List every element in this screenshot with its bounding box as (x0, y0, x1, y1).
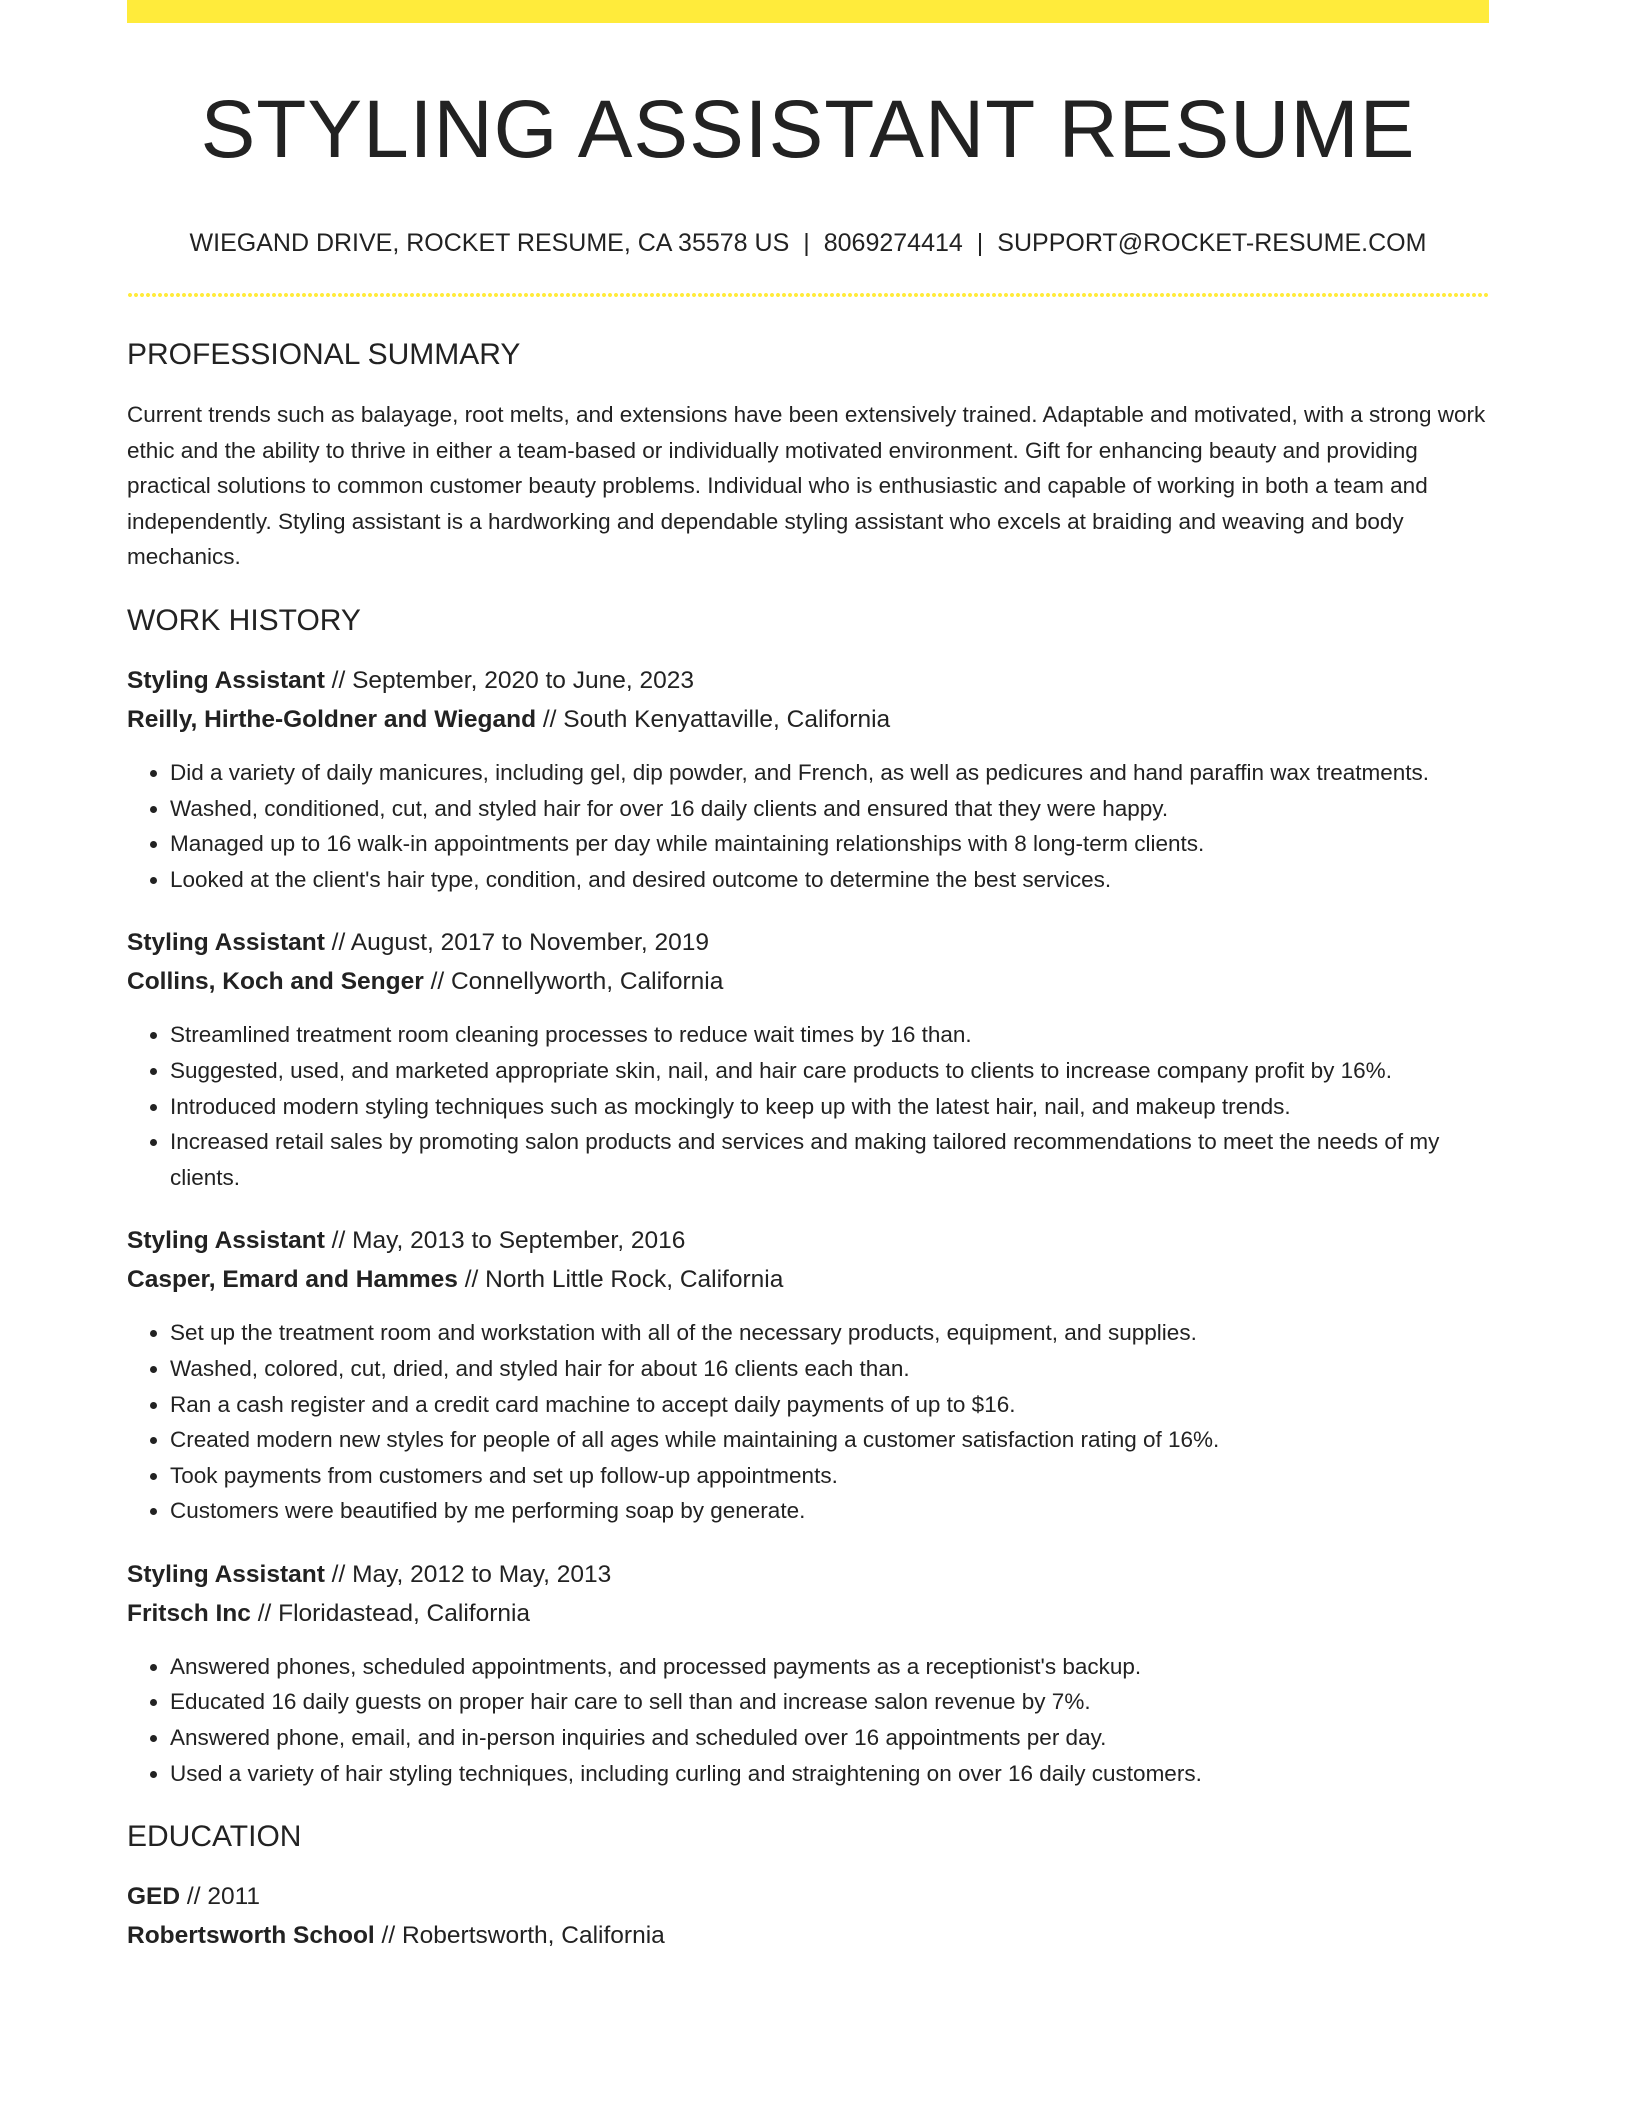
job-title: Styling Assistant (127, 1560, 325, 1588)
job-location: // Connellyworth, California (423, 968, 724, 996)
job-duty: • Introduced modern styling techniques such as mockingly to keep up with the latest hair, nail, and makeup trends. (170, 1089, 1489, 1125)
job-dates: // September, 2020 to June, 2023 (324, 666, 694, 694)
resume-title: STYLING ASSISTANT RESUME (200, 84, 1416, 175)
job-duty: • Streamlined treatment room cleaning processes to reduce wait times by 16 than. (170, 1017, 1489, 1053)
job-entry (127, 1555, 1489, 1791)
job-location: // North Little Rock, California (457, 1266, 784, 1294)
dotted-divider (127, 293, 1489, 297)
job-title: Styling Assistant (127, 929, 325, 957)
job-duty: • Set up the treatment room and workstation with all of the necessary products, equipment, and supplies. (170, 1315, 1489, 1351)
job-dates: // May, 2012 to May, 2013 (324, 1560, 612, 1588)
education-degree: GED (127, 1883, 181, 1911)
contact-separator: | (803, 229, 810, 257)
job-company: Casper, Emard and Hammes (127, 1266, 458, 1294)
job-location: // Floridastead, California (250, 1599, 531, 1627)
job-duties-list (127, 1017, 1489, 1195)
contact-separator: | (976, 229, 984, 257)
job-duties-list (127, 1315, 1489, 1529)
job-title-line (127, 1555, 1489, 1594)
contact-line (127, 227, 1489, 259)
work-history-heading: WORK HISTORY (127, 603, 361, 637)
job-duty: • Educated 16 daily guests on proper hair care to sell than and increase salon revenue by 7%. (170, 1684, 1489, 1720)
job-duty: • Washed, conditioned, cut, and styled hair for over 16 daily clients and ensured that they were happy. (170, 791, 1489, 827)
job-entry (127, 1221, 1489, 1529)
education-entry (127, 1877, 1489, 1955)
job-dates: // May, 2013 to September, 2016 (324, 1227, 686, 1255)
education-location: // Robertsworth, California (374, 1922, 665, 1950)
job-duty: • Answered phones, scheduled appointments, and processed payments as a receptionist's backup. (170, 1649, 1489, 1685)
job-title-line (127, 923, 1489, 962)
job-dates: // August, 2017 to November, 2019 (324, 929, 709, 957)
job-company: Fritsch Inc (127, 1599, 251, 1627)
job-duty: • Increased retail sales by promoting salon products and services and making tailored recommendations to meet the needs of my clients. (170, 1124, 1489, 1195)
job-title: Styling Assistant (127, 1227, 325, 1255)
job-duty: • Took payments from customers and set up follow-up appointments. (170, 1458, 1489, 1494)
job-duty: • Created modern new styles for people of all ages while maintaining a customer satisfaction rating of 16%. (170, 1422, 1489, 1458)
job-duty: • Washed, colored, cut, dried, and styled hair for about 16 clients each than. (170, 1351, 1489, 1387)
job-title-line (127, 661, 1489, 700)
summary-heading: PROFESSIONAL SUMMARY (127, 338, 521, 371)
contact-email: SUPPORT@ROCKET-RESUME.COM (997, 229, 1427, 257)
education-degree-line (127, 1877, 1489, 1916)
job-entry (127, 661, 1489, 897)
job-company: Collins, Koch and Senger (127, 968, 424, 996)
job-duty: • Used a variety of hair styling techniques, including curling and straightening on over 16 daily customers. (170, 1756, 1489, 1792)
job-duty: • Customers were beautified by me performing soap by generate. (170, 1493, 1489, 1529)
job-duty: • Did a variety of daily manicures, including gel, dip powder, and French, as well as pedicures and hand paraffin wax treatments. (170, 755, 1489, 791)
job-company: Reilly, Hirthe-Goldner and Wiegand (127, 705, 537, 733)
job-location: // South Kenyattaville, California (536, 705, 891, 733)
contact-address: WIEGAND DRIVE, ROCKET RESUME, CA 35578 US (189, 229, 790, 257)
education-school-line (127, 1916, 1489, 1955)
education-school: Robertsworth School (127, 1922, 375, 1950)
education-heading: EDUCATION (127, 1820, 302, 1854)
contact-phone: 8069274414 (823, 229, 963, 257)
job-duties-list (127, 1649, 1489, 1791)
job-duty: • Managed up to 16 walk-in appointments per day while maintaining relationships with 8 long-term clients. (170, 826, 1489, 862)
resume-content (127, 0, 1489, 1955)
job-company-line (127, 700, 1489, 739)
job-duties-list (127, 755, 1489, 897)
job-title-line (127, 1221, 1489, 1260)
job-company-line (127, 962, 1489, 1001)
job-entry (127, 923, 1489, 1195)
education-year: // 2011 (180, 1883, 261, 1911)
job-duty: • Ran a cash register and a credit card machine to accept daily payments of up to $16. (170, 1387, 1489, 1423)
job-duty: • Answered phone, email, and in-person inquiries and scheduled over 16 appointments per day. (170, 1720, 1489, 1756)
job-company-line (127, 1594, 1489, 1633)
job-duty: • Suggested, used, and marketed appropriate skin, nail, and hair care products to clients to increase company profit by 16%. (170, 1053, 1489, 1089)
job-duty: • Looked at the client's hair type, condition, and desired outcome to determine the best services. (170, 862, 1489, 898)
job-company-line (127, 1260, 1489, 1299)
summary-text: Current trends such as balayage, root melts, and extensions have been extensively trained. Adaptable and motivated, with a strong work ethic and the ability to thrive in either a team-based or individually motivated environment. Gift for enhancing beauty and providing practical solutions to common customer beauty problems. Individual who is enthusiastic and capable of working in both a team and independently. Styling assistant is a hardworking and dependable styling assistant who excels at braiding and weaving and body mechanics. (127, 402, 1486, 570)
job-title: Styling Assistant (127, 666, 325, 694)
